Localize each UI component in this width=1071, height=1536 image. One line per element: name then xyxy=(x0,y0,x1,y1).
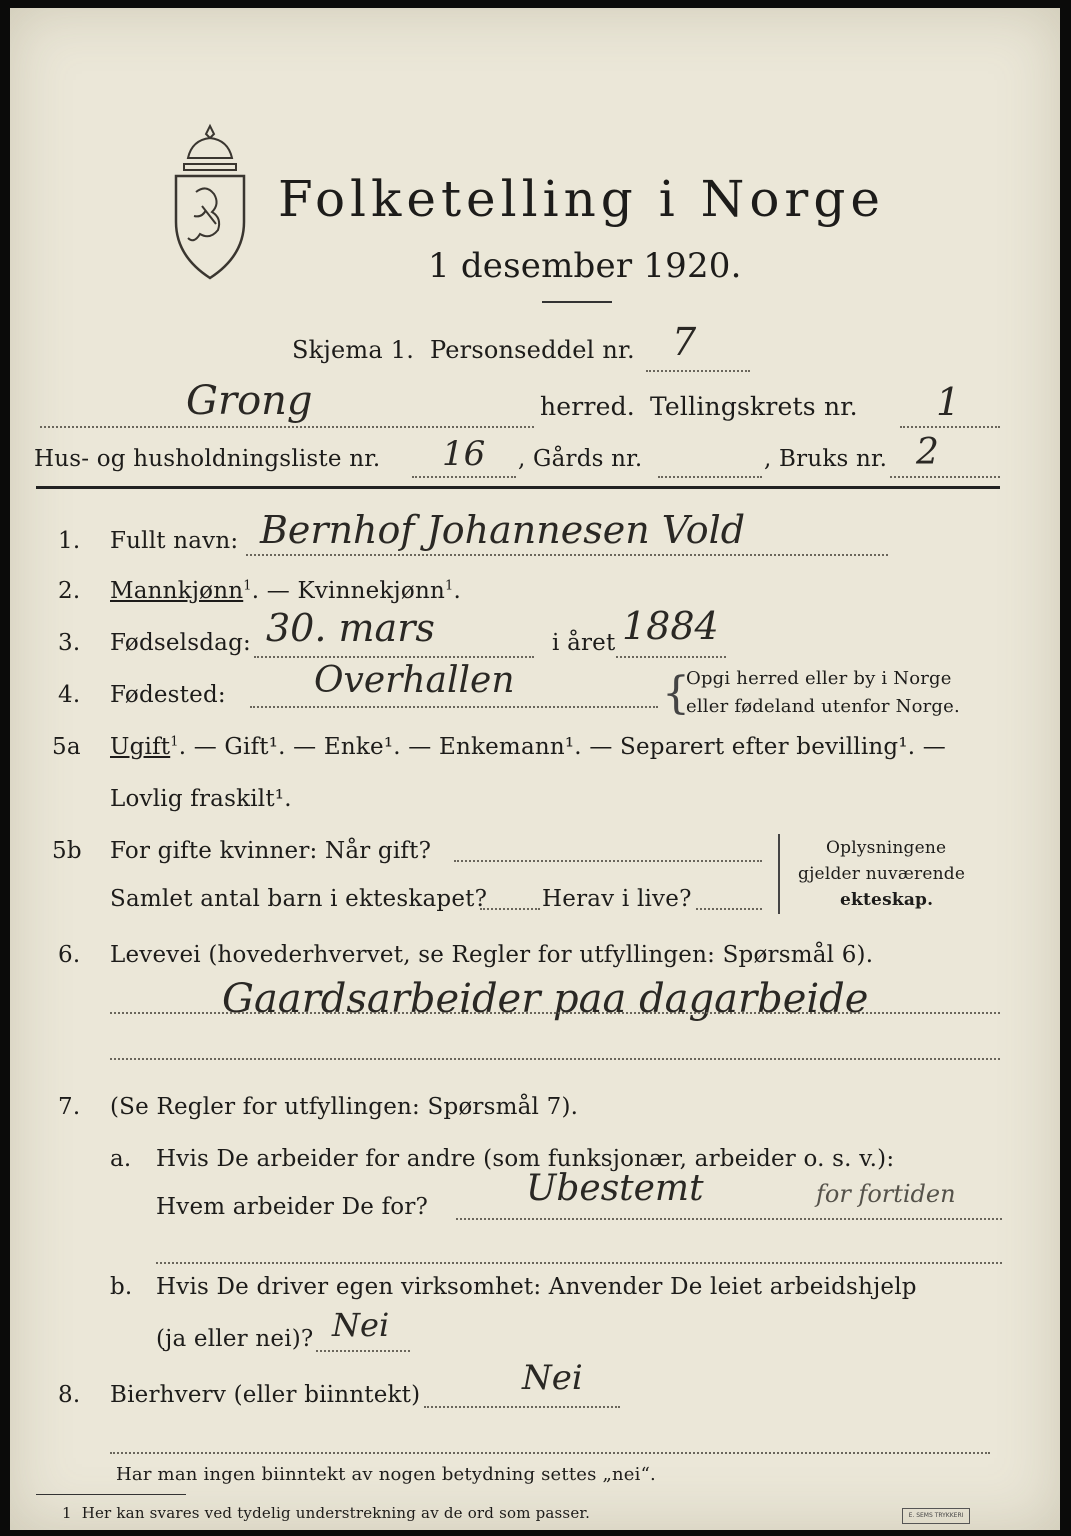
gards-label: , Gårds nr. xyxy=(518,446,643,472)
q7a-employer-note[interactable]: for fortiden xyxy=(816,1180,956,1208)
norway-coat-of-arms-icon xyxy=(160,120,260,288)
q4-birthplace[interactable]: Overhallen xyxy=(314,660,515,701)
q5b-number: 5b xyxy=(52,838,82,864)
q7a-line xyxy=(456,1218,1002,1220)
bruks-value[interactable]: 2 xyxy=(916,432,939,473)
title-divider xyxy=(542,301,612,303)
q5b-alive-line xyxy=(696,908,762,910)
gards-line xyxy=(658,476,762,478)
q6-occupation[interactable]: Gaardsarbeider paa dagarbeide xyxy=(222,976,869,1022)
q1-number: 1. xyxy=(58,528,81,554)
q7b-line xyxy=(316,1350,410,1352)
q5a-number: 5a xyxy=(52,734,81,760)
q5b-note2: gjelder nuværende xyxy=(798,864,966,884)
schema-label: Skjema 1. xyxy=(292,336,415,364)
q6-line2 xyxy=(110,1058,1000,1060)
q7b-label1: Hvis De driver egen virksomhet: Anvender De leiet arbeidshjelp xyxy=(156,1274,917,1300)
footnote-text: Her kan svares ved tydelig understrekning av de ord som passer. xyxy=(81,1504,591,1522)
q7-label: (Se Regler for utfyllingen: Spørsmål 7). xyxy=(110,1094,579,1120)
personseddel-line xyxy=(646,370,750,372)
q3-year-label: i året xyxy=(552,630,616,656)
hus-value[interactable]: 16 xyxy=(442,434,486,474)
q5b-label2: Samlet antal barn i ekteskapet? xyxy=(110,886,488,912)
q7b-label2: (ja eller nei)? xyxy=(156,1326,314,1352)
q5b-label3: Herav i live? xyxy=(542,886,692,912)
q2-number: 2. xyxy=(58,578,81,604)
q5a-ugift-option[interactable]: Ugift xyxy=(110,734,171,760)
hus-line xyxy=(412,476,516,478)
q5b-children-line xyxy=(480,908,540,910)
q7a-line2 xyxy=(156,1262,1002,1264)
footnote xyxy=(62,1504,590,1522)
q8-answer[interactable]: Nei xyxy=(522,1358,583,1398)
tellingskrets-label: Tellingskrets nr. xyxy=(650,392,858,421)
herred-value[interactable]: Grong xyxy=(186,378,313,424)
q2-separator: . — xyxy=(251,578,298,604)
q2-male-option[interactable]: Mannkjønn xyxy=(110,578,244,604)
q6-label: Levevei (hovederhvervet, se Regler for utfyllingen: Spørsmål 6). xyxy=(110,942,874,968)
printer-stamp xyxy=(902,1508,970,1524)
q7a-letter: a. xyxy=(110,1146,132,1172)
q4-note-line2: eller fødeland utenfor Norge. xyxy=(686,696,960,717)
q8-extra-line xyxy=(110,1452,990,1454)
q7-number: 7. xyxy=(58,1094,81,1120)
q5b-bracket xyxy=(778,834,780,914)
q3-birth-year[interactable]: 1884 xyxy=(622,604,719,648)
herred-line xyxy=(40,426,534,428)
q3-number: 3. xyxy=(58,630,81,656)
q4-number: 4. xyxy=(58,682,81,708)
q7a-label1: Hvis De arbeider for andre (som funksjonær, arbeider o. s. v.): xyxy=(156,1146,895,1172)
q1-line xyxy=(246,554,888,556)
form-title: Folketelling i Norge xyxy=(278,170,885,228)
q7a-employer[interactable]: Ubestemt xyxy=(526,1168,704,1209)
q4-brace: { xyxy=(662,668,691,719)
q5a-other-options: . — Gift¹. — Enke¹. — Enkemann¹. — Separert efter bevilling¹. — xyxy=(178,734,947,760)
census-date: 1 desember 1920. xyxy=(428,246,742,286)
census-form-page xyxy=(10,8,1060,1530)
bruks-line xyxy=(890,476,1000,478)
q3-label: Fødselsdag: xyxy=(110,630,251,656)
q6-number: 6. xyxy=(58,942,81,968)
q8-label: Bierhverv (eller biinntekt) xyxy=(110,1382,421,1408)
q1-full-name[interactable]: Bernhof Johannesen Vold xyxy=(260,508,746,552)
footnote-mark: 1 xyxy=(62,1504,72,1522)
q7b-letter: b. xyxy=(110,1274,133,1300)
q6-line1 xyxy=(110,1012,1000,1014)
q7b-answer[interactable]: Nei xyxy=(332,1306,390,1344)
herred-label: herred. xyxy=(540,392,635,421)
q4-line xyxy=(250,706,658,708)
q8-number: 8. xyxy=(58,1382,81,1408)
personseddel-value[interactable]: 7 xyxy=(672,320,697,364)
q2-female-option[interactable]: Kvinnekjønn xyxy=(297,578,445,604)
q3-year-line xyxy=(616,656,726,658)
q5b-label1: For gifte kvinner: Når gift? xyxy=(110,838,432,864)
footer-divider xyxy=(36,1494,186,1495)
header-divider xyxy=(36,486,1000,489)
q3-birthday[interactable]: 30. mars xyxy=(266,606,435,650)
printer-stamp-text: E. SEMS TRYKKERI xyxy=(908,1512,964,1519)
q5a-options: Ugift$^1$. — Gift¹. — Enke¹. — Enkemann¹. — Separert efter bevilling¹. — xyxy=(110,734,947,760)
q5a-line2: Lovlig fraskilt¹. xyxy=(110,786,292,812)
q5b-married-line xyxy=(454,860,762,862)
q3-line xyxy=(254,656,534,658)
q5b-note1: Oplysningene xyxy=(826,838,947,858)
q2-options: Mannkjønn$^1$. — Kvinnekjønn$^1$. xyxy=(110,578,461,604)
bruks-label: , Bruks nr. xyxy=(764,446,888,472)
personseddel-label: Personseddel nr. xyxy=(430,336,635,364)
tellingskrets-line xyxy=(900,426,1000,428)
q4-note-line1: Opgi herred eller by i Norge xyxy=(686,668,952,689)
q7a-label2: Hvem arbeider De for? xyxy=(156,1194,429,1220)
hus-label: Hus- og husholdningsliste nr. xyxy=(34,446,381,472)
q5b-note3: ekteskap. xyxy=(840,890,934,910)
footer-note: Har man ingen biinntekt av nogen betydning settes „nei“. xyxy=(116,1464,656,1485)
q8-line xyxy=(424,1406,620,1408)
q4-label: Fødested: xyxy=(110,682,226,708)
tellingskrets-value[interactable]: 1 xyxy=(936,380,961,424)
q1-label: Fullt navn: xyxy=(110,528,239,554)
